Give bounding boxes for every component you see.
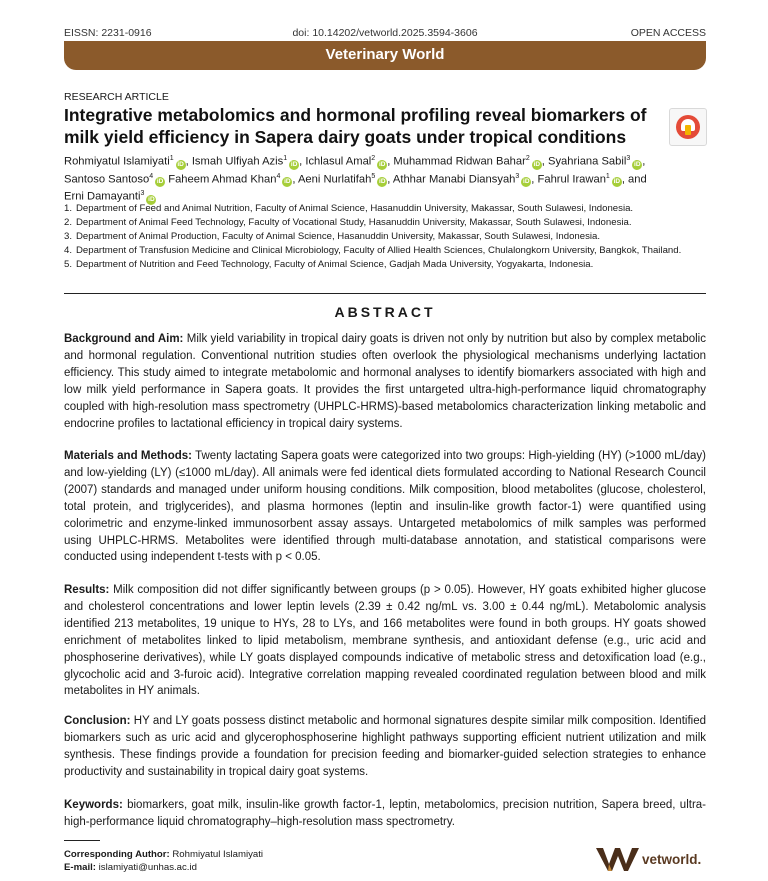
author-separator: , — [531, 173, 535, 186]
conclusion-label: Conclusion: — [64, 715, 131, 727]
abstract-methods — [64, 448, 706, 566]
author-name: Muhammad Ridwan Bahar — [393, 155, 526, 168]
author-name: Faheem Ahmad Khan — [168, 173, 277, 186]
author-separator: , — [387, 155, 391, 168]
logo-text: vetworld. — [642, 851, 702, 867]
abstract-conclusion — [64, 713, 706, 781]
author-separator: , — [185, 155, 189, 168]
author-separator: , and — [621, 173, 647, 186]
methods-label: Materials and Methods: — [64, 450, 192, 462]
divider — [64, 293, 706, 294]
corr-label: Corresponding Author: — [64, 849, 170, 860]
author-name: Erni Damayanti — [64, 191, 141, 204]
journal-banner: Veterinary World — [64, 41, 706, 70]
affiliation-item — [64, 244, 706, 258]
author-name: Syahriana Sabil — [547, 155, 627, 168]
affiliation-text: Department of Animal Feed Technology, Faculty of Vocational Study, Hasanuddin University, Makassar, South Sulawesi, Indonesia. — [76, 217, 632, 228]
keywords — [64, 797, 706, 831]
conclusion-text: HY and LY goats possess distinct metabolic and hormonal signatures despite similar milk composition. Identified biomarkers such as uric acid and glycerophosphoserine highlight pathways supporting efficient nutrient utilization and milk synthesis. These findings provide a foundation for precision feeding and biomarker-guided selection strategies to enhance productivity and sustainability in tropical dairy goat systems. — [64, 715, 706, 778]
affiliation-number: 1. — [64, 203, 73, 214]
abstract-results — [64, 582, 706, 700]
author-affiliation-marker: 1 — [605, 172, 610, 180]
author-name: Athhar Manabi Diansyah — [392, 173, 516, 186]
corr-email[interactable]: islamiyati@unhas.ac.id — [98, 862, 197, 873]
background-text: Milk yield variability in tropical dairy goats is driven not only by nutrition but also by complex metabolic and hormonal regulation. Conventional nutrition studies often overlook the physiological mechanisms underlying lactation efficiency. This study aimed to integrate metabolomic and hormonal analyses to identify biomarkers associated with high and low milk yield performance in Sapera goats. It provides the first untargeted ultra-high-performance liquid chromatography coupled with high-resolution mass spectrometry (UHPLC-HRMS)-based metabolomics characterization linking metabolic and endocrine profiles to lactational efficiency in tropical dairy systems. — [64, 333, 706, 430]
affiliation-number: 4. — [64, 245, 73, 256]
vetworld-logo-icon — [596, 846, 640, 872]
author-separator: , — [642, 155, 646, 168]
check-for-updates-icon[interactable] — [669, 108, 707, 146]
affiliation-text: Department of Transfusion Medicine and Clinical Microbiology, Faculty of Allied Health Sciences, Chulalongkorn University, Bangkok, Thailand. — [76, 245, 682, 256]
article-title: Integrative metabolomics and hormonal profiling reveal biomarkers of milk yield efficiency in Sapera dairy goats under tropical conditions — [64, 105, 647, 147]
keywords-text: biomarkers, goat milk, insulin-like growth factor-1, leptin, metabolomics, precision nutrition, Sapera breed, ultra-high-performance liquid chromatography–high-resolution mass spectrometry. — [64, 799, 706, 828]
author-separator: , — [299, 155, 303, 168]
open-access-label: OPEN ACCESS — [630, 27, 706, 39]
footnote-divider — [64, 840, 100, 841]
corresponding-author-block — [64, 848, 263, 874]
affiliation-item — [64, 230, 706, 244]
vetworld-logo[interactable] — [596, 846, 701, 872]
affiliation-text: Department of Feed and Animal Nutrition, Faculty of Animal Science, Hasanuddin University, Makassar, South Sulawesi, Indonesia. — [76, 203, 634, 214]
abstract-heading: ABSTRACT — [334, 304, 436, 320]
email-label: E-mail: — [64, 862, 96, 873]
author-separator: , — [387, 173, 391, 186]
top-header-line — [64, 27, 706, 41]
orcid-icon[interactable]: iD — [378, 160, 386, 168]
orcid-icon[interactable]: iD — [613, 178, 621, 186]
author-affiliation-marker: 1 — [283, 155, 288, 162]
affiliation-text: Department of Nutrition and Feed Technology, Faculty of Animal Science, Gadjah Mada University, Yogyakarta, Indonesia. — [76, 259, 594, 270]
author-affiliation-marker: 1 — [169, 155, 174, 162]
orcid-icon[interactable]: iD — [284, 178, 291, 186]
affiliation-number: 3. — [64, 231, 73, 242]
author-affiliation-marker: 3 — [626, 155, 631, 162]
author-name: Santoso Santoso — [64, 173, 150, 186]
author-name: Rohmiyatul Islamiyati — [64, 155, 170, 168]
author-separator: , — [541, 155, 545, 168]
corr-name: Rohmiyatul Islamiyati — [172, 849, 264, 860]
author-affiliation-marker: 4 — [276, 172, 281, 180]
author-name: Ismah Ulfiyah Azis — [191, 155, 284, 168]
methods-text: Twenty lactating Sapera goats were categorized into two groups: High-yielding (HY) (>1000 mL/day) and low-yielding (LY) (≤1000 mL/day). All animals were fed identical diets formulated according to National Research Council (2007) standards and managed under uniform housing conditions. Milk composition, blood metabolites (glucose, cholesterol, total protein, and triglycerides), and plasma hormones (leptin and insulin-like growth factor-1) were quantified using colorimetric and enzyme-linked immunosorbent assay assays. Untargeted metabolomics of milk samples was performed using UHPLC-HRMS. Metabolites were identified through multi-database annotation, and statistical comparisons were conducted using independent t-tests with p < 0.05. — [64, 450, 706, 564]
author-name: Fahrul Irawan — [537, 173, 606, 186]
affiliation-list — [64, 202, 706, 272]
author-affiliation-marker: 4 — [149, 172, 154, 180]
author-separator: , — [292, 173, 296, 186]
affiliation-item — [64, 216, 706, 230]
author-affiliation-marker: 3 — [515, 172, 520, 180]
orcid-icon[interactable]: iD — [156, 178, 164, 186]
background-label: Background and Aim: — [64, 333, 184, 345]
orcid-icon[interactable]: iD — [379, 178, 386, 186]
orcid-icon[interactable]: iD — [634, 160, 641, 168]
orcid-icon[interactable]: iD — [533, 160, 541, 168]
author-list — [64, 152, 706, 205]
affiliation-item — [64, 202, 706, 216]
affiliation-text: Department of Animal Production, Faculty of Animal Science, Hasanuddin University, Makassar, South Sulawesi, Indonesia. — [76, 231, 601, 242]
author-affiliation-marker: 3 — [140, 190, 145, 198]
affiliation-number: 5. — [64, 259, 73, 270]
author-affiliation-marker: 2 — [371, 155, 376, 162]
author-affiliation-marker: 5 — [371, 172, 376, 180]
affiliation-number: 2. — [64, 217, 73, 228]
orcid-icon[interactable]: iD — [177, 160, 184, 168]
results-label: Results: — [64, 584, 110, 596]
orcid-icon[interactable]: iD — [523, 178, 530, 186]
keywords-label: Keywords: — [64, 799, 123, 811]
orcid-icon[interactable]: iD — [290, 160, 298, 168]
eissn: EISSN: 2231-0916 — [64, 27, 152, 39]
abstract-background — [64, 331, 706, 432]
author-name: Ichlasul Amal — [305, 155, 372, 168]
article-type: RESEARCH ARTICLE — [64, 91, 169, 103]
doi[interactable]: doi: 10.14202/vetworld.2025.3594-3606 — [292, 27, 478, 39]
affiliation-item — [64, 258, 706, 272]
author-name: Aeni Nurlatifah — [297, 173, 372, 186]
results-text: Milk composition did not differ significantly between groups (p > 0.05). However, HY goats exhibited higher glucose and cholesterol concentrations and lower leptin levels (2.39 ± 0.42 ng/mL vs. 3.00 ± 0.44 ng/mL). Metabolomic analysis identified 213 metabolites, 19 unique to HYs, 28 to LYs, and 166 metabolites were found in both groups. HY goats showed enrichment of metabolites linked to lipid metabolism, membrane synthesis, and antioxidant defense (e.g., uric acid and phosphoserine derivatives), while LY goats displayed compounds indicative of metabolic stress and detoxification load (e.g., glycocholic acid and 3-furoic acid). Integrative correlation mapping revealed coordinated regulation between blood and milk metabolites in HY animals. — [64, 584, 706, 698]
orcid-icon[interactable]: iD — [148, 196, 155, 204]
author-affiliation-marker: 2 — [525, 155, 530, 162]
